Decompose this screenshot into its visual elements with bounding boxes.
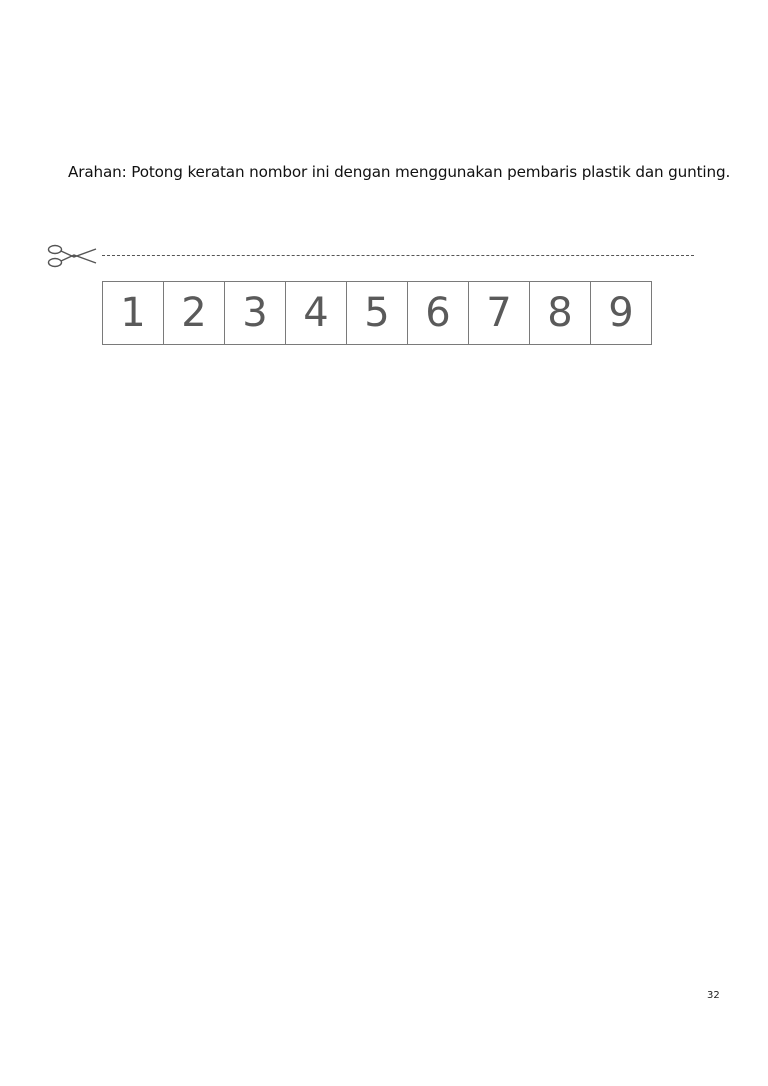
page-number: 32 (707, 990, 720, 1001)
number-cell-5: 5 (347, 282, 408, 344)
number-cell-1: 1 (103, 282, 164, 344)
number-cell-8: 8 (530, 282, 591, 344)
dashed-cut-line (102, 255, 694, 256)
cut-line (46, 243, 696, 271)
number-cell-2: 2 (164, 282, 225, 344)
number-cell-9: 9 (608, 290, 634, 336)
number-cell-4: 4 (286, 282, 347, 344)
number-cell-7: 7 (469, 282, 530, 344)
number-cell-3: 3 (225, 282, 286, 344)
instruction-text: Arahan: Potong keratan nombor ini dengan menggunakan pembaris plastik dan gunting. (68, 163, 731, 181)
number-strip (102, 281, 652, 345)
scissors-icon (46, 243, 100, 269)
number-cell-6: 6 (408, 282, 469, 344)
